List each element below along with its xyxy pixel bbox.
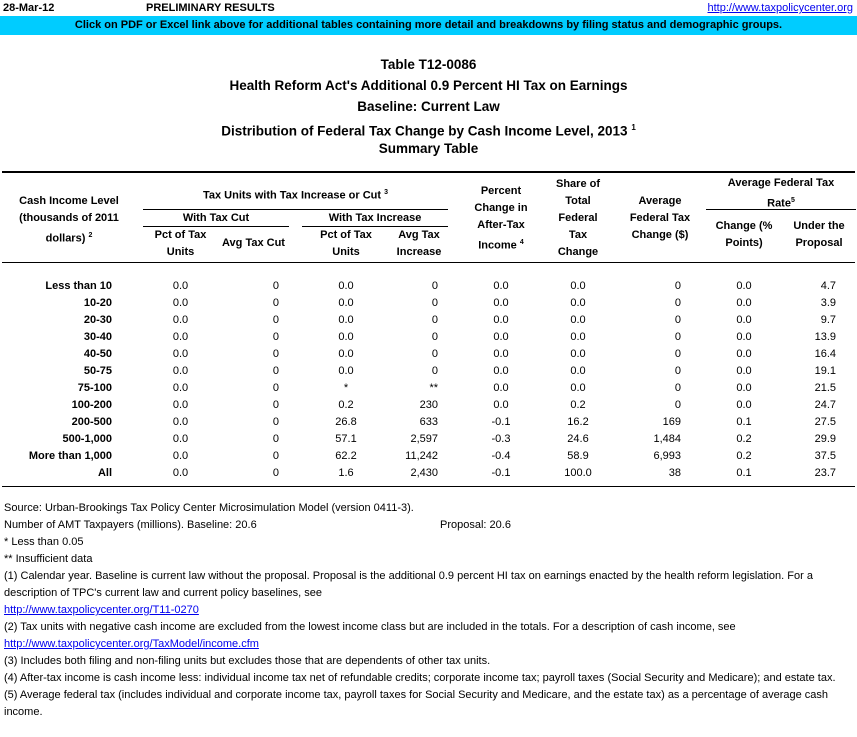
cell-rate: 19.1 <box>814 365 836 377</box>
cell-avg-fed: 0 <box>674 382 681 394</box>
cell-rate-change: 0.0 <box>736 280 752 292</box>
cell-rate-change: 0.2 <box>736 450 752 462</box>
col-under-proposal <box>782 218 856 252</box>
cell-avg-fed: 0 <box>674 365 681 377</box>
row-label: 30-40 <box>83 331 112 343</box>
cell-share: 0.0 <box>570 314 586 326</box>
status-label: PRELIMINARY RESULTS <box>146 2 275 14</box>
footnote-ref: 4 <box>519 239 524 246</box>
cell-inc-pct: 0.2 <box>338 399 354 411</box>
col-income-level <box>2 193 136 248</box>
col-share-line3: Federal <box>558 212 598 224</box>
cell-inc-avg: ** <box>429 382 438 394</box>
col-inc-pct <box>302 227 390 261</box>
cell-share: 16.2 <box>567 416 589 428</box>
cell-inc-avg: 0 <box>431 280 438 292</box>
col-inc-avg <box>390 227 448 261</box>
col-inc-avg-line1: Avg Tax <box>398 229 440 241</box>
cell-rate: 27.5 <box>814 416 836 428</box>
col-avg-fed-line1: Average <box>638 195 682 207</box>
cell-pct-change: 0.0 <box>493 331 509 343</box>
cell-pct-change: 0.0 <box>493 365 509 377</box>
col-rate-change-line1: Change (% <box>715 220 773 232</box>
cell-inc-pct: 0.0 <box>338 297 354 309</box>
cell-avg-fed: 0 <box>674 331 681 343</box>
cell-cut-pct: 0.0 <box>172 348 189 360</box>
cell-avg-fed: 0 <box>674 297 681 309</box>
col-pct-change-line2: Change in <box>474 202 528 214</box>
cell-cut-avg: 0 <box>272 314 279 326</box>
row-label: 100-200 <box>71 399 112 411</box>
cell-cut-pct: 0.0 <box>172 399 189 411</box>
cell-rate: 24.7 <box>814 399 836 411</box>
row-label: 20-30 <box>83 314 112 326</box>
amt-proposal: Proposal: 20.6 <box>440 519 511 531</box>
note-2-link-row <box>4 636 856 653</box>
cell-pct-change: 0.0 <box>493 399 509 411</box>
site-link[interactable]: http://www.taxpolicycenter.org <box>707 2 853 14</box>
row-label: All <box>97 467 112 479</box>
cell-rate: 9.7 <box>820 314 836 326</box>
cell-rate: 29.9 <box>814 433 836 445</box>
cell-avg-fed: 0 <box>674 280 681 292</box>
cell-inc-avg: 0 <box>431 365 438 377</box>
cell-inc-pct: 1.6 <box>338 467 354 479</box>
note-2-link[interactable]: http://www.taxpolicycenter.org/TaxModel/income.cfm <box>4 638 259 650</box>
cell-rate-change: 0.0 <box>736 331 752 343</box>
col-inc-avg-line2: Increase <box>396 246 442 258</box>
insufficient-note: ** Insufficient data <box>4 553 93 565</box>
cell-cut-pct: 0.0 <box>172 416 189 428</box>
col-under-proposal-line2: Proposal <box>795 237 843 249</box>
cell-inc-avg: 230 <box>419 399 438 411</box>
cell-inc-pct: 0.0 <box>338 348 354 360</box>
col-cut-pct-line2: Units <box>166 246 195 258</box>
col-pct-change-line4 <box>462 234 540 255</box>
cell-cut-avg: 0 <box>272 467 279 479</box>
cell-pct-change: 0.0 <box>493 382 509 394</box>
cell-inc-pct: 0.0 <box>338 280 354 292</box>
title-line-3 <box>0 117 857 138</box>
cell-rate-change: 0.0 <box>736 365 752 377</box>
table-row <box>0 448 857 465</box>
col-avg-fed-line2: Federal Tax <box>629 212 691 224</box>
col-rate-change <box>706 218 782 252</box>
table-row <box>0 363 857 380</box>
table-id: Table T12-0086 <box>380 57 477 72</box>
col-with-cut: With Tax Cut <box>182 212 250 224</box>
cell-share: 0.0 <box>570 297 586 309</box>
cell-rate-change: 0.0 <box>736 382 752 394</box>
cell-pct-change: -0.1 <box>491 467 511 479</box>
col-avg-rate <box>706 175 856 213</box>
cell-pct-change: 0.0 <box>493 280 509 292</box>
cell-share: 100.0 <box>564 467 592 479</box>
cell-rate-change: 0.1 <box>736 467 752 479</box>
col-tax-units-text: Tax Units with Tax Increase or Cut <box>202 189 382 202</box>
col-inc-pct-line2: Units <box>332 246 360 258</box>
cell-avg-fed: 38 <box>668 467 681 479</box>
table-row <box>0 414 857 431</box>
cell-inc-avg: 0 <box>431 331 438 343</box>
cell-rate: 13.9 <box>814 331 836 343</box>
cell-inc-pct: 0.0 <box>338 331 354 343</box>
cell-inc-avg: 2,430 <box>410 467 438 479</box>
col-share-line5: Change <box>557 246 599 258</box>
cell-inc-pct: 0.0 <box>338 314 354 326</box>
cell-share: 0.0 <box>570 365 586 377</box>
cell-avg-fed: 1,484 <box>653 433 681 445</box>
col-avg-rate-line2-text: Rate <box>767 197 791 210</box>
col-with-increase: With Tax Increase <box>328 212 422 224</box>
row-label: 75-100 <box>77 382 112 394</box>
cell-cut-pct: 0.0 <box>172 314 189 326</box>
cell-cut-avg: 0 <box>272 331 279 343</box>
col-pct-change-line1: Percent <box>480 185 522 197</box>
cell-rate: 16.4 <box>814 348 836 360</box>
note-1-link-row <box>4 602 856 619</box>
row-label: More than 1,000 <box>28 450 112 462</box>
col-cut-avg: Avg Tax Cut <box>222 237 285 249</box>
title-line-3-text: Distribution of Federal Tax Change by Cash Income Level, 2013 <box>221 123 628 139</box>
row-label: 10-20 <box>83 297 112 309</box>
col-avg-rate-line1: Average Federal Tax <box>727 177 835 189</box>
row-label: 200-500 <box>71 416 112 428</box>
col-pct-change-line4-text: Income <box>478 239 517 252</box>
cell-inc-avg: 0 <box>431 348 438 360</box>
table-row <box>0 397 857 414</box>
table-row <box>0 431 857 448</box>
cell-rate-change: 0.1 <box>736 416 752 428</box>
col-income-line3-text: dollars) <box>45 232 86 245</box>
cell-share: 0.0 <box>570 348 586 360</box>
col-share-line2: Total <box>565 195 591 207</box>
note-2: (2) Tax units with negative cash income are excluded from the lowest income class but are included in the totals. For a description of cash income, see <box>4 621 736 633</box>
cell-cut-avg: 0 <box>272 348 279 360</box>
cell-rate-change: 0.2 <box>736 433 752 445</box>
cell-cut-avg: 0 <box>272 280 279 292</box>
cell-rate: 3.9 <box>820 297 836 309</box>
table-row <box>0 465 857 482</box>
cell-cut-pct: 0.0 <box>172 331 189 343</box>
cell-cut-pct: 0.0 <box>172 382 189 394</box>
footnote-ref: 3 <box>384 189 389 196</box>
source-note: Source: Urban-Brookings Tax Policy Center Microsimulation Model (version 0411-3). <box>4 502 414 514</box>
row-label: Less than 10 <box>45 280 112 292</box>
note-4: (4) After-tax income is cash income less: individual income tax net of refundable credits; corporate income tax; payroll taxes (Social Security and Medicare); and estate tax. <box>4 672 836 684</box>
title-line-4: Summary Table <box>378 141 479 156</box>
report-date: 28-Mar-12 <box>3 2 55 14</box>
col-income-line2: (thousands of 2011 <box>19 212 119 224</box>
cell-cut-pct: 0.0 <box>172 450 189 462</box>
row-label: 50-75 <box>83 365 112 377</box>
cell-cut-avg: 0 <box>272 416 279 428</box>
cell-rate: 37.5 <box>814 450 836 462</box>
cell-cut-pct: 0.0 <box>172 467 189 479</box>
cell-share: 24.6 <box>567 433 589 445</box>
cell-cut-avg: 0 <box>272 297 279 309</box>
cell-inc-pct: 0.0 <box>338 365 354 377</box>
footnotes <box>4 500 856 721</box>
cell-share: 0.0 <box>570 280 586 292</box>
cell-avg-fed: 0 <box>674 348 681 360</box>
cell-cut-avg: 0 <box>272 382 279 394</box>
col-avg-fed <box>620 193 700 244</box>
table-row <box>0 380 857 397</box>
footnote-ref: 2 <box>88 232 93 239</box>
table-row <box>0 329 857 346</box>
cell-rate: 23.7 <box>814 467 836 479</box>
col-income-line1: Cash Income Level <box>19 195 119 207</box>
col-rate-change-line2: Points) <box>725 237 763 249</box>
less-than-note: * Less than 0.05 <box>4 536 84 548</box>
cell-inc-pct: 57.1 <box>335 433 357 445</box>
col-pct-change-line3: After-Tax <box>477 219 525 231</box>
cell-avg-fed: 0 <box>674 314 681 326</box>
row-label: 40-50 <box>83 348 112 360</box>
cell-pct-change: -0.1 <box>491 416 511 428</box>
cell-inc-avg: 0 <box>431 314 438 326</box>
cell-pct-change: -0.4 <box>491 450 511 462</box>
cell-inc-avg: 633 <box>419 416 438 428</box>
title-line-2: Baseline: Current Law <box>357 99 500 114</box>
cell-rate-change: 0.0 <box>736 348 752 360</box>
table-row <box>0 312 857 329</box>
col-under-proposal-line1: Under the <box>793 220 845 232</box>
cell-rate-change: 0.0 <box>736 297 752 309</box>
cell-cut-pct: 0.0 <box>172 365 189 377</box>
table-bottom-rule <box>2 486 855 487</box>
cell-inc-avg: 2,597 <box>410 433 438 445</box>
table-row <box>0 278 857 295</box>
col-cut-pct <box>143 227 218 261</box>
cell-cut-pct: 0.0 <box>172 280 189 292</box>
cell-share: 0.0 <box>570 331 586 343</box>
cell-inc-pct: 62.2 <box>335 450 357 462</box>
col-pct-change <box>462 183 540 255</box>
col-avg-rate-line2 <box>706 192 856 213</box>
cell-inc-pct: * <box>343 382 349 394</box>
header-bottom-rule <box>2 262 855 263</box>
cell-cut-pct: 0.0 <box>172 433 189 445</box>
cell-pct-change: 0.0 <box>493 348 509 360</box>
table-titles <box>0 54 857 159</box>
footnote-ref: 1 <box>631 123 636 132</box>
header-top-rule <box>2 171 855 173</box>
col-cut-pct-line1: Pct of Tax <box>154 229 207 241</box>
col-share-line1: Share of <box>555 178 600 190</box>
note-3: (3) Includes both filing and non-filing units but excludes those that are dependents of other tax units. <box>4 655 491 667</box>
cell-inc-avg: 0 <box>431 297 438 309</box>
table-row <box>0 346 857 363</box>
footnote-ref: 5 <box>790 197 795 204</box>
col-share-line4: Tax <box>568 229 588 241</box>
note-5: (5) Average federal tax (includes individual and corporate income tax, payroll taxes for Social Security and Medicare, and the estate tax) as a percentage of average cash income. <box>4 689 829 718</box>
cell-inc-pct: 26.8 <box>335 416 357 428</box>
cell-share: 0.2 <box>570 399 586 411</box>
col-inc-pct-line1: Pct of Tax <box>320 229 372 241</box>
table-row <box>0 295 857 312</box>
cell-rate: 21.5 <box>814 382 836 394</box>
cell-rate-change: 0.0 <box>736 314 752 326</box>
title-line-1: Health Reform Act's Additional 0.9 Percent HI Tax on Earnings <box>229 78 628 93</box>
cell-cut-avg: 0 <box>272 399 279 411</box>
row-label: 500-1,000 <box>62 433 112 445</box>
top-bar <box>0 0 857 16</box>
note-1: (1) Calendar year. Baseline is current law without the proposal. Proposal is the additional 0.9 percent HI tax on earnings enacted by the health reform legislation. For a description of TPC's current law and current policy baselines, see <box>4 570 813 599</box>
amt-baseline: Number of AMT Taxpayers (millions). Baseline: 20.6 <box>4 519 257 531</box>
info-banner: Click on PDF or Excel link above for additional tables containing more detail and breakdowns by filing status and demographic groups. <box>0 16 857 35</box>
cell-cut-avg: 0 <box>272 433 279 445</box>
note-1-link[interactable]: http://www.taxpolicycenter.org/T11-0270 <box>4 604 199 616</box>
col-avg-fed-line3: Change ($) <box>631 229 689 241</box>
col-income-line3 <box>2 227 136 248</box>
cell-inc-avg: 11,242 <box>405 450 438 462</box>
amt-note <box>4 517 856 534</box>
cell-avg-fed: 6,993 <box>653 450 681 462</box>
cell-share: 0.0 <box>570 382 586 394</box>
col-share <box>542 176 614 261</box>
cell-rate: 4.7 <box>820 280 836 292</box>
cell-rate-change: 0.0 <box>736 399 752 411</box>
cell-pct-change: -0.3 <box>491 433 511 445</box>
cell-cut-pct: 0.0 <box>172 297 189 309</box>
cell-share: 58.9 <box>567 450 589 462</box>
cell-pct-change: 0.0 <box>493 314 509 326</box>
cell-avg-fed: 0 <box>674 399 681 411</box>
cell-avg-fed: 169 <box>662 416 681 428</box>
cell-pct-change: 0.0 <box>493 297 509 309</box>
cell-cut-avg: 0 <box>272 365 279 377</box>
col-tax-units-group <box>143 184 448 205</box>
cell-cut-avg: 0 <box>272 450 279 462</box>
